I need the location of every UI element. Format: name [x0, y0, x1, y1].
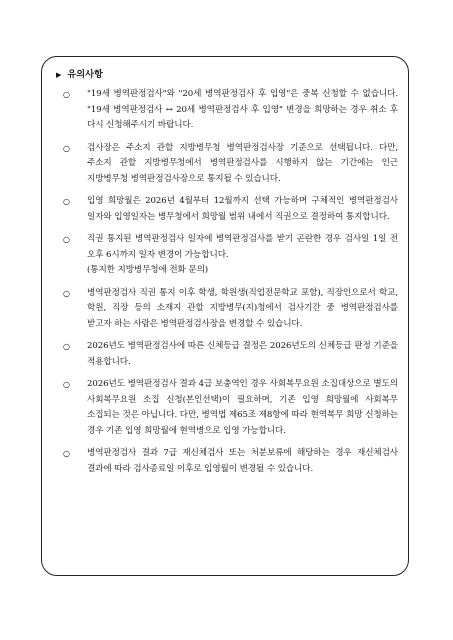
circle-bullet-icon: ○	[63, 449, 70, 458]
circle-bullet-icon: ○	[63, 143, 70, 153]
circle-bullet-icon: ○	[63, 380, 70, 389]
circle-bullet-icon: ○	[63, 90, 70, 99]
notice-heading	[54, 68, 398, 81]
triangle-right-icon: ▶	[56, 70, 62, 79]
notice-box	[41, 56, 409, 576]
notice-item: ○ 병역판정검사 직권 통지 이후 학생, 학원생(직업전문학교 포함), 직장인으로서 학교, 학원, 직장 등의 소재지 관할 지방병무(지)청에서 검사기간 중 병역판정검사를 받고자 하는 사람은 병역판정검사장을 변경할 수 있습니다.	[63, 287, 398, 329]
notice-item: ○ 검사장은 주소지 관할 지방병무청 병역판정검사장 기준으로 선택됩니다. 다만, 주소지 관할 지방병무청에서 병역판정검사를 시행하지 않는 기간에는 인근 지방병무청 병역판정검사장으로 통지될 수 있습니다.	[63, 142, 398, 184]
circle-bullet-icon: ○	[63, 197, 70, 206]
circle-bullet-icon: ○	[63, 235, 70, 244]
circle-bullet-icon: ○	[63, 342, 70, 351]
notice-item: ○ 직권 통지된 병역판정검사 일자에 병역판정검사를 받기 곤란한 경우 검사일 1일 전 오후 6시까지 일자 변경이 가능합니다. (통지한 지방병무청에 전화 문의)	[54, 232, 398, 279]
notice-item: ○ 2026년도 병역판정검사 결과 4급 보충역인 경우 사회복무요원 소집대상으로 별도의 사회복무요원 소집 신청(본인선택)이 필요하며, 기존 입영 희망월에 사회복무 소집되는 것은 아닙니다. 다만, 병역법 제65조 제8항에 따라 현역복무 희망 신청하는 경우 기존 입영 희망월에 현역병으로 입영 가능합니다.	[63, 379, 398, 436]
notice-item: ○ 병역판정검사 결과 7급 재신체검사 또는 처분보류에 해당하는 경우 재신체검사 결과에 따라 검사종료일 이후로 입영월이 변경될 수 있습니다.	[63, 448, 398, 474]
notice-item: ○ "19세 병역판정검사"와 "20세 병역판정검사 후 입영"은 중복 신청할 수 없습니다. "19세 병역판정검사 ↔ 20세 병역판정검사 후 입영" 변경을 희망하는 경우 취소 후 다시 신청해주시기 바랍니다.	[63, 89, 398, 130]
notice-item: ○ 입영 희망월은 2026년 4월부터 12월까지 선택 가능하며 구체적인 병역판정검사 일자와 입영일자는 병무청에서 희망월 범위 내에서 직권으로 결정하여 통지합니다.	[63, 196, 398, 222]
notice-list	[54, 87, 398, 477]
notice-title: 유의사항	[67, 69, 103, 80]
circle-bullet-icon: ○	[63, 288, 70, 298]
notice-item: ○ 2026년도 병역판정검사에 따른 신체등급 결정은 2026년도의 신체등급 판정 기준을 적용합니다.	[63, 341, 398, 367]
notice-item-note: (통지한 지방병무청에 전화 문의)	[87, 265, 209, 275]
